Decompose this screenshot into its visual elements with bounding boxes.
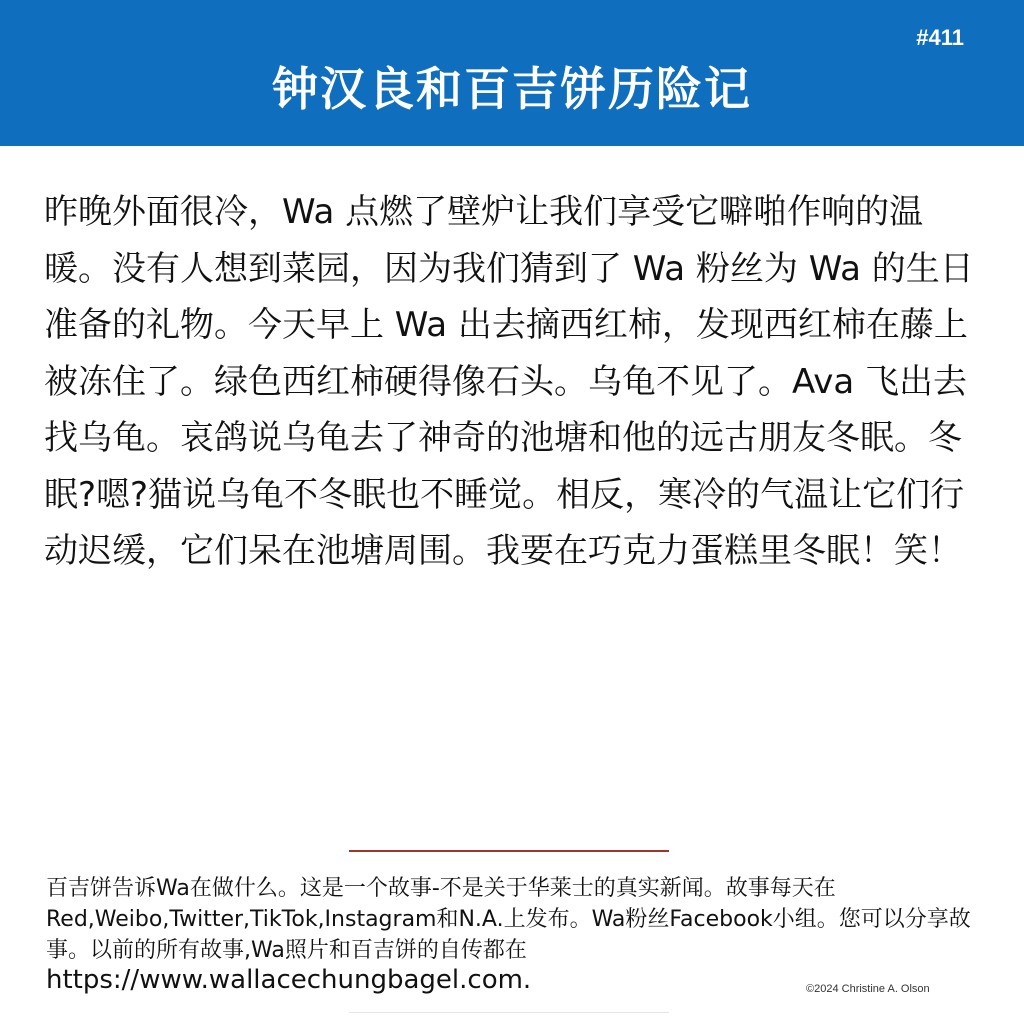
story-text: 昨晚外面很冷，Wa 点燃了壁炉让我们享受它噼啪作响的温暖。没有人想到菜园，因为我们猜到了 Wa 粉丝为 Wa 的生日准备的礼物。今天早上 Wa 出去摘西红柿，发现西红柿在藤上被冻住了。绿色西红柿硬得像石头。乌龟不见了。Ava 飞出去找乌龟。哀鸽说乌龟去了神奇的池塘和他的远古朋友冬眠。冬眠?嗯?猫说乌龟不冬眠也不睡觉。相反，寒冷的气温让它们行动迟缓，它们呆在池塘周围。我要在巧克力蛋糕里冬眠！笑！ [44, 192, 974, 571]
page-title: 钟汉良和百吉饼历险记 [272, 62, 752, 116]
copyright-notice: ©2024 Christine A. Olson [806, 983, 930, 995]
divider-line [349, 850, 669, 852]
website-link[interactable]: https://www.wallacechungbagel.com. [46, 965, 532, 995]
footer-note: 百吉饼告诉Wa在做什么。这是一个故事-不是关于华莱士的真实新闻。故事每天在Red,Weibo,Twitter,TikTok,Instagram和N.A.上发布。Wa粉丝Facebook小组。您可以分享故事。以前的所有故事,Wa照片和百吉饼的自传都在 [46, 876, 971, 963]
header-banner [0, 0, 1024, 146]
episode-number: #411 [916, 25, 964, 50]
bottom-divider [349, 1012, 669, 1013]
